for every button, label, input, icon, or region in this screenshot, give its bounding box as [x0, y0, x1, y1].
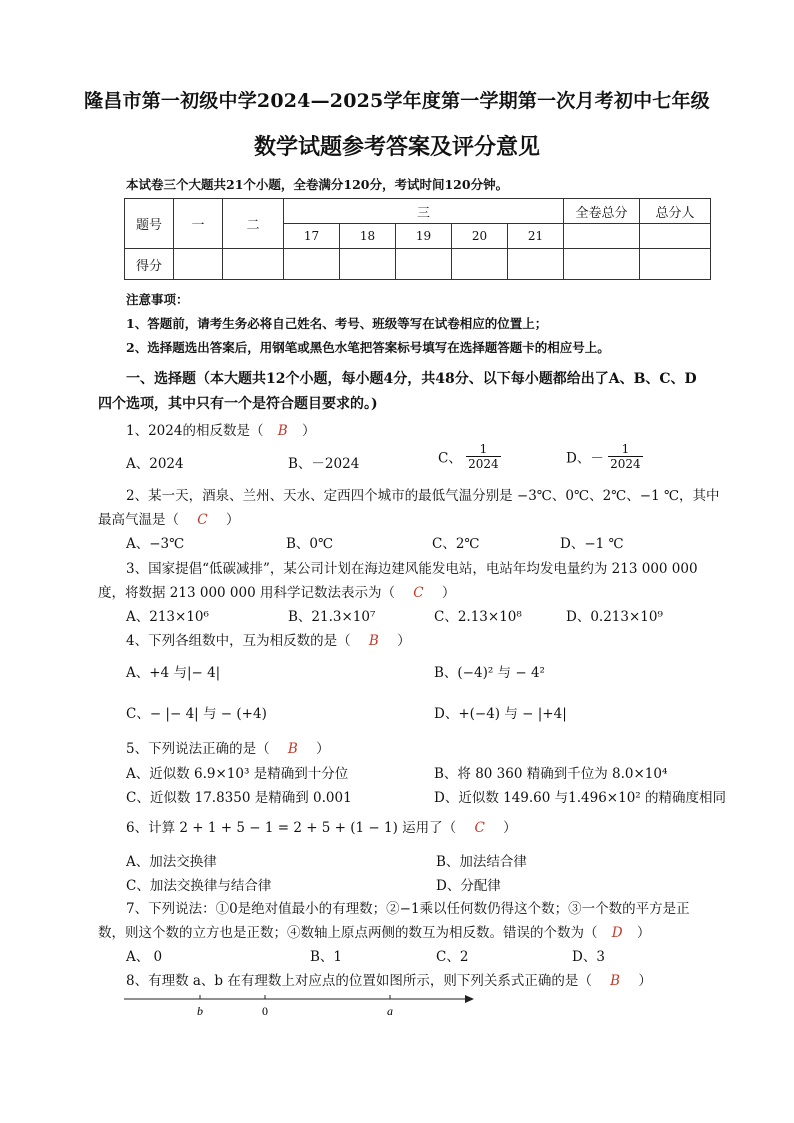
- q8-close: ）: [638, 973, 652, 989]
- q1-answer: B: [277, 423, 288, 439]
- q2-option-a: A、−3℃: [126, 536, 185, 552]
- q3-stem-line1: 3、国家提倡“低碳减排”，某公司计划在海边建风能发电站，电站年均发电量约为 213 000 000: [126, 561, 698, 577]
- q3-option-b: B、21.3×10⁷: [288, 609, 376, 625]
- label-b: b: [197, 1004, 203, 1018]
- q4-option-c: C、− |− 4| 与 − (+4): [126, 706, 267, 722]
- q7-answer: D: [611, 925, 623, 941]
- q6-option-b: B、加法结合律: [436, 854, 527, 870]
- score-cell: [452, 249, 508, 280]
- q3-stem-line2: [98, 581, 455, 601]
- q7-close: ）: [636, 925, 651, 941]
- q1-option-d-fraction: [608, 442, 643, 471]
- header-part1: 一: [174, 199, 223, 249]
- q3-stem-text: 度，将数据 213 000 000 用科学记数法表示为（: [98, 585, 395, 601]
- q6-option-c: C、加法交换律与结合律: [126, 878, 272, 894]
- q1-stem-text: 1、2024的相反数是（: [126, 423, 264, 439]
- q1-option-c-fraction: [466, 442, 501, 471]
- note-2: 2、选择题选出答案后，用钢笔或黑色水笔把答案标号填写在选择题答题卡的相应号上。: [126, 340, 610, 355]
- header-tihao: 题号: [125, 199, 174, 249]
- q4-option-a: A、+4 与|− 4|: [126, 665, 221, 681]
- q2-close: ）: [225, 512, 240, 528]
- sub-19: 19: [396, 224, 452, 249]
- q2-option-b: B、0℃: [286, 536, 334, 552]
- q1-c-denominator: 2024: [468, 457, 499, 471]
- q4-stem: [126, 629, 411, 649]
- q2-stem-line2: [98, 508, 239, 528]
- header-person: 总分人: [640, 199, 711, 224]
- q7-option-a: A、 0: [126, 949, 163, 965]
- score-cell: [223, 249, 284, 280]
- cell-empty: [564, 224, 640, 249]
- q8-answer: B: [610, 973, 621, 989]
- q6-stem-text: 6、计算 2 + 1 + 5 − 1 = 2 + 5 + (1 − 1) 运用了（: [126, 820, 457, 836]
- q3-option-d: D、0.213×10⁹: [566, 609, 663, 625]
- q1-option-d-label: D、－: [566, 450, 604, 467]
- q1-option-c: [438, 442, 501, 471]
- score-cell: [508, 249, 564, 280]
- score-table: [124, 198, 711, 280]
- header-part2: 二: [223, 199, 284, 249]
- q5-option-b: B、将 80 360 精确到千位为 8.0×10⁴: [434, 766, 668, 782]
- q3-option-c: C、2.13×10⁸: [434, 609, 522, 625]
- q6-stem: [126, 816, 517, 836]
- q4-option-d: D、+(−4) 与 − |+4|: [434, 706, 567, 722]
- q1-d-numerator: 1: [608, 442, 643, 457]
- title-line2: 数学试题参考答案及评分意见: [253, 134, 540, 160]
- score-cell: [340, 249, 396, 280]
- q7-stem-text: 数，则这个数的立方也是正数；④数轴上原点两侧的数互为相反数。错误的个数为（: [98, 925, 598, 941]
- q6-answer: C: [474, 820, 485, 836]
- q2-stem-text: 最高气温是（: [98, 512, 179, 528]
- q7-stem-line1: 7、下列说法：①0是绝对值最小的有理数；②−1乘以任何数仍得这个数；③一个数的平方是正: [126, 901, 690, 917]
- q4-answer: B: [368, 633, 379, 649]
- label-0: 0: [262, 1004, 268, 1018]
- q3-option-a: A、213×10⁶: [126, 609, 209, 625]
- sub-17: 17: [284, 224, 340, 249]
- score-cell: [564, 249, 640, 280]
- q1-stem: [126, 419, 315, 439]
- q8-stem: [126, 969, 652, 989]
- header-part3: 三: [284, 199, 564, 224]
- q5-option-c: C、近似数 17.8350 是精确到 0.001: [126, 790, 352, 806]
- q6-option-d: D、分配律: [436, 878, 501, 894]
- q4-option-b: B、(−4)² 与 − 4²: [434, 665, 545, 681]
- q1-d-denominator: 2024: [610, 457, 641, 471]
- q7-stem-line2: [98, 921, 650, 941]
- q4-close: ）: [397, 633, 411, 649]
- q5-answer: B: [287, 741, 298, 757]
- q5-option-d: D、近似数 149.60 与1.496×10² 的精确度相同: [434, 790, 726, 806]
- header-total: 全卷总分: [564, 199, 640, 224]
- notes-head: 注意事项：: [126, 292, 189, 307]
- cell-empty: [640, 224, 711, 249]
- q1-option-a: A、2024: [126, 456, 184, 472]
- q1-c-numerator: 1: [466, 442, 501, 457]
- q8-stem-text: 8、有理数 a、b 在有理数上对应点的位置如图所示，则下列关系式正确的是（: [126, 973, 592, 989]
- q2-stem-line1: 2、某一天，酒泉、兰州、天水、定西四个城市的最低气温分别是 −3℃、0℃、2℃、−1 ℃，其中: [126, 488, 720, 504]
- q4-stem-text: 4、下列各组数中，互为相反数的是（: [126, 633, 351, 649]
- q3-close: ）: [441, 585, 456, 601]
- section1-line2: 四个选项，其中只有一个是符合题目要求的。): [98, 396, 378, 412]
- exam-info: 本试卷三个大题共21个小题，全卷满分120分，考试时间120分钟。: [126, 177, 509, 192]
- label-a: a: [387, 1004, 393, 1018]
- q1-option-b: B、－2024: [288, 456, 360, 472]
- q7-option-d: D、3: [572, 949, 605, 965]
- q5-stem-text: 5、下列说法正确的是（: [126, 741, 270, 757]
- q1-close: ）: [301, 423, 316, 439]
- section1-line1: 一、选择题（本大题共12个小题，每小题4分，共48分、以下每小题都给出了A、B、C、D: [126, 371, 697, 387]
- q3-answer: C: [413, 585, 424, 601]
- number-line-figure: [124, 990, 474, 1020]
- row-score-label: 得分: [125, 249, 174, 280]
- q5-stem: [126, 737, 330, 757]
- score-cell: [284, 249, 340, 280]
- number-line-arrow: [465, 995, 474, 1003]
- sub-20: 20: [452, 224, 508, 249]
- score-cell: [396, 249, 452, 280]
- q7-option-c: C、2: [436, 949, 469, 965]
- q1-option-c-label: C、: [438, 450, 462, 467]
- q2-answer: C: [197, 512, 208, 528]
- title-line1: 隆昌市第一初级中学2024—2025学年度第一学期第一次月考初中七年级: [84, 90, 710, 112]
- q2-option-d: D、−1 ℃: [560, 536, 624, 552]
- q5-option-a: A、近似数 6.9×10³ 是精确到十分位: [126, 766, 349, 782]
- note-1: 1、答题前，请考生务必将自己姓名、考号、班级等写在试卷相应的位置上；: [126, 316, 548, 331]
- q2-option-c: C、2℃: [432, 536, 480, 552]
- q1-option-d: [566, 442, 643, 471]
- score-cell: [174, 249, 223, 280]
- score-cell: [640, 249, 711, 280]
- sub-21: 21: [508, 224, 564, 249]
- q5-close: ）: [316, 741, 330, 757]
- sub-18: 18: [340, 224, 396, 249]
- q7-option-b: B、1: [310, 949, 343, 965]
- q6-option-a: A、加法交换律: [126, 854, 217, 870]
- q6-close: ）: [503, 820, 517, 836]
